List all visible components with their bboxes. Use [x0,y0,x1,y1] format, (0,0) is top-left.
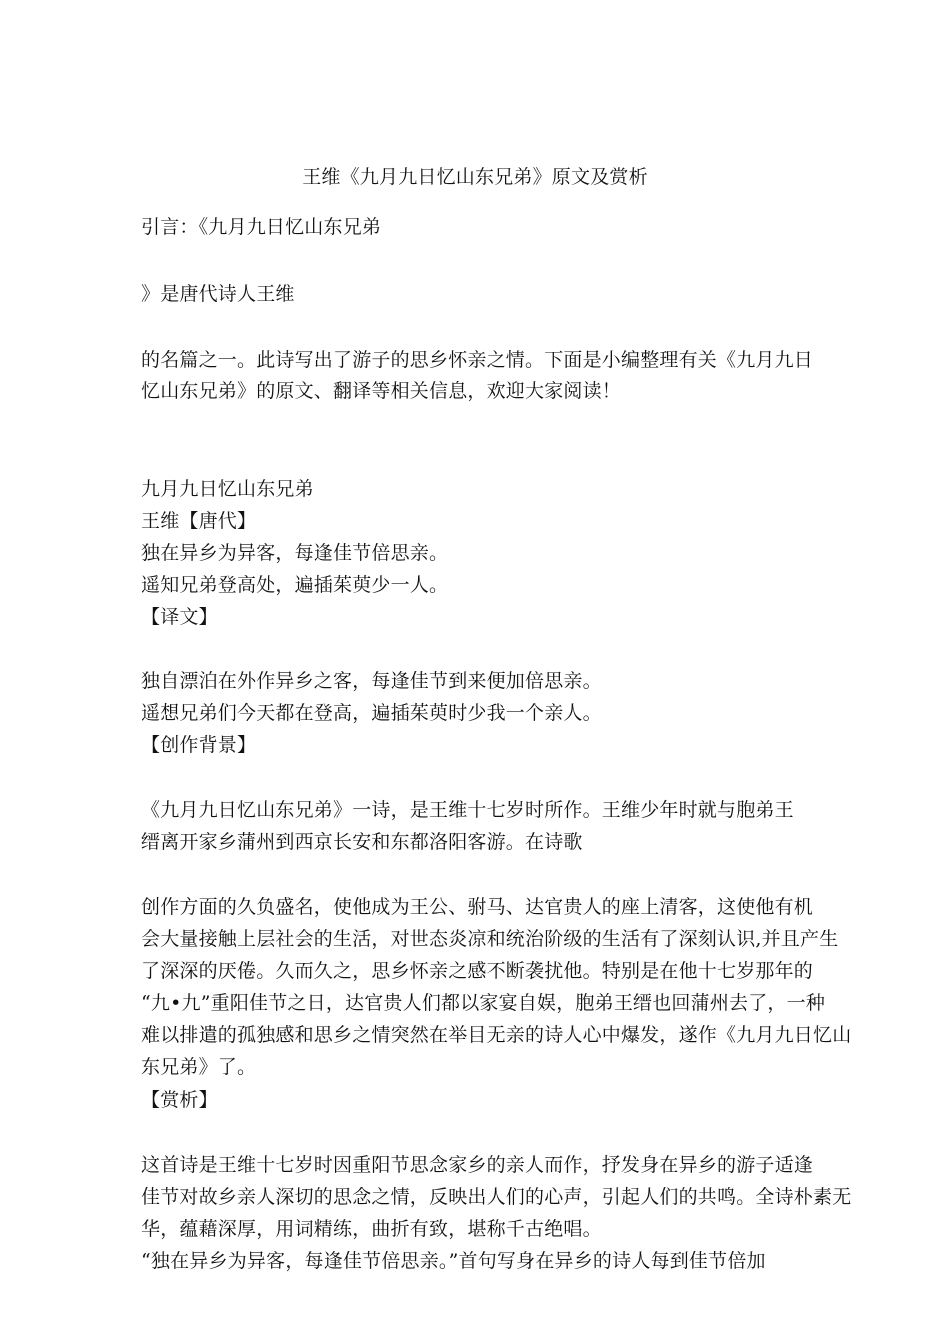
intro-line: 》是唐代诗人王维 [141,283,295,305]
poem-author: 王维【唐代】 [141,510,257,532]
background-line: 东兄弟》了。 [141,1056,257,1078]
background-line: 了深深的厌倦。久而久之，思乡怀亲之感不断袭扰他。特别是在他十七岁那年的 [141,960,814,982]
background-line: 创作方面的久负盛名，使他成为王公、驸马、达官贵人的座上清客，这使他有机 [141,896,814,918]
section-heading-translation: 【译文】 [141,606,218,628]
intro-line: 的名篇之一。此诗写出了游子的思乡怀亲之情。下面是小编整理有关《九月九日 [141,349,814,371]
section-heading-background: 【创作背景】 [141,734,257,756]
appreciation-line: 这首诗是王维十七岁时因重阳节思念家乡的亲人而作，抒发身在异乡的游子适逢 [141,1154,814,1176]
background-line: 《九月九日忆山东兄弟》一诗，是王维十七岁时所作。王维少年时就与胞弟王 [141,799,794,821]
appreciation-line: “独在异乡为异客，每逢佳节倍思亲。”首句写身在异乡的诗人每到佳节倍加 [141,1250,766,1272]
intro-line: 忆山东兄弟》的原文、翻译等相关信息，欢迎大家阅读！ [141,380,622,402]
background-line: 难以排遣的孤独感和思乡之情突然在举目无亲的诗人心中爆发，遂作《九月九日忆山 [141,1024,852,1046]
background-line: 会大量接触上层社会的生活，对世态炎凉和统治阶级的生活有了深刻认识,并且产生 [141,928,839,950]
poem-line: 独在异乡为异客，每逢佳节倍思亲。 [141,542,449,564]
appreciation-line: 佳节对故乡亲人深切的思念之情，反映出人们的心声，引起人们的共鸣。全诗朴素无 [141,1186,852,1208]
translation-line: 独自漂泊在外作异乡之客，每逢佳节到来便加倍思亲。 [141,670,602,692]
translation-line: 遥想兄弟们今天都在登高，遍插茱萸时少我一个亲人。 [141,702,602,724]
background-line: “九•九”重阳佳节之日，达官贵人们都以家宴自娱，胞弟王缙也回蒲州去了，一种 [141,992,826,1014]
page-title: 王维《九月九日忆山东兄弟》原文及赏析 [302,166,648,188]
background-line: 缙离开家乡蒲州到西京长安和东都洛阳客游。在诗歌 [141,831,583,853]
poem-line: 遥知兄弟登高处，遍插茱萸少一人。 [141,574,449,596]
poem-title: 九月九日忆山东兄弟 [141,478,314,500]
section-heading-appreciation: 【赏析】 [141,1089,218,1111]
intro-line: 引言：《九月九日忆山东兄弟 [141,216,382,238]
appreciation-line: 华，蕴藉深厚，用词精练，曲折有致，堪称千古绝唱。 [141,1218,602,1240]
